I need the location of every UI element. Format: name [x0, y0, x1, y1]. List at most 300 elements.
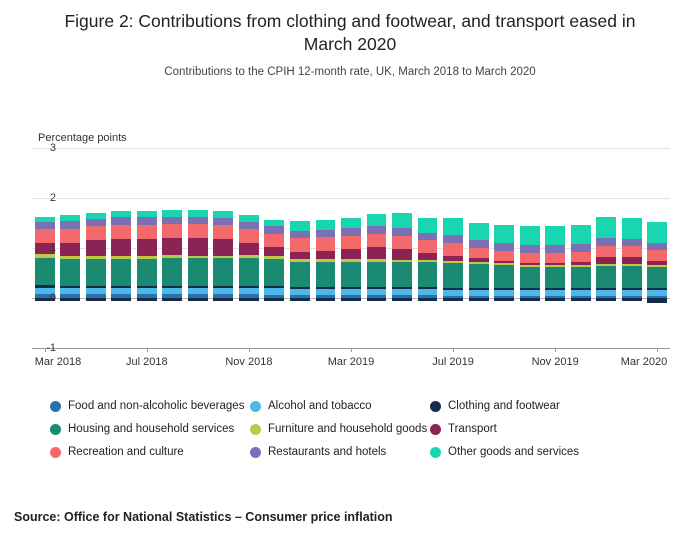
bar-segment: [316, 220, 336, 230]
bar-segment: [35, 217, 55, 222]
legend-swatch-icon: [250, 401, 261, 412]
bar-segment: [647, 222, 667, 243]
bar-segment: [367, 234, 387, 248]
bar-segment-negative: [571, 298, 591, 301]
table-row[interactable]: [622, 148, 642, 348]
bar-segment: [60, 259, 80, 287]
bar-segment: [35, 222, 55, 230]
bar-segment-negative: [60, 298, 80, 301]
bar-segment: [520, 245, 540, 253]
bar-segment: [571, 225, 591, 244]
legend-swatch-icon: [50, 447, 61, 458]
bar-segment: [443, 263, 463, 288]
bar-segment: [392, 262, 412, 287]
bar-segment: [545, 263, 565, 265]
bar-segment: [316, 262, 336, 287]
bar-segment: [545, 265, 565, 267]
bar-segment: [494, 288, 514, 290]
bar-segment-negative: [162, 298, 182, 301]
x-tick-mark: [351, 348, 352, 352]
bar-segment: [316, 251, 336, 260]
bar-segment: [571, 290, 591, 296]
bar-segment: [545, 267, 565, 288]
bar-segment: [341, 262, 361, 287]
bar-segment-negative: [264, 298, 284, 301]
bar-segment: [316, 287, 336, 289]
bar-segment: [367, 289, 387, 295]
bar-segment: [443, 256, 463, 261]
bar-segment: [239, 229, 259, 243]
bar-segment: [188, 258, 208, 286]
bar-segment: [162, 210, 182, 217]
y-tick-label: 1: [49, 242, 56, 254]
bar-segment: [443, 235, 463, 243]
bar-segment: [188, 217, 208, 225]
bar-segment: [60, 286, 80, 288]
bar-segment: [60, 243, 80, 256]
legend-item[interactable]: [250, 400, 430, 412]
bar-segment: [418, 262, 438, 287]
bar-segment: [162, 258, 182, 286]
x-tick-mark: [249, 348, 250, 352]
bar-segment: [239, 243, 259, 256]
x-tick-label: Nov 2018: [225, 356, 273, 368]
bar-segment: [162, 288, 182, 295]
bar-segment: [596, 257, 616, 264]
legend-swatch-icon: [250, 424, 261, 435]
bar-segment-negative: [188, 298, 208, 301]
bar-segment: [647, 261, 667, 265]
table-row[interactable]: [111, 148, 131, 348]
y-tick-label: 3: [49, 142, 56, 154]
legend-label: Recreation and culture: [68, 446, 184, 458]
table-row[interactable]: [520, 148, 540, 348]
bar-segment: [469, 264, 489, 288]
legend-swatch-icon: [430, 401, 441, 412]
bar-segment: [596, 264, 616, 266]
bar-segment: [469, 288, 489, 290]
bar-segment-negative: [367, 298, 387, 301]
bar-segment: [418, 287, 438, 289]
bar-segment: [494, 265, 514, 288]
bar-segment: [392, 213, 412, 228]
bar-segment-negative: [469, 298, 489, 301]
bar-segment: [367, 214, 387, 227]
bar-segment: [392, 289, 412, 295]
bar-segment: [213, 258, 233, 286]
bar-segment: [545, 288, 565, 290]
table-row[interactable]: [239, 148, 259, 348]
bar-segment: [213, 256, 233, 259]
bar-segment: [290, 231, 310, 239]
bar-segment: [137, 256, 157, 259]
bar-segment: [469, 223, 489, 241]
bar-segment: [290, 262, 310, 287]
bar-segment-negative: [596, 298, 616, 301]
table-row[interactable]: [290, 148, 310, 348]
bar-segment: [341, 236, 361, 250]
bar-segment: [622, 257, 642, 264]
bar-segment: [213, 239, 233, 256]
bar-segment-negative: [622, 298, 642, 301]
bar-segment: [86, 286, 106, 288]
x-tick-mark: [147, 348, 148, 352]
table-row[interactable]: [571, 148, 591, 348]
bar-segment: [418, 253, 438, 260]
bar-segment: [418, 240, 438, 253]
bar-segment: [137, 225, 157, 239]
bar-segment: [341, 287, 361, 289]
legend-label: Other goods and services: [448, 446, 580, 458]
table-row[interactable]: [137, 148, 157, 348]
bar-segment: [418, 233, 438, 241]
bar-segment: [341, 249, 361, 259]
bar-segment: [469, 248, 489, 258]
legend-swatch-icon: [50, 424, 61, 435]
bar-segment: [418, 289, 438, 295]
bar-segment: [137, 288, 157, 294]
bar-segment: [239, 222, 259, 230]
bar-segment: [213, 211, 233, 218]
bar-segment: [137, 259, 157, 287]
bar-segment: [367, 287, 387, 289]
bar-segment: [162, 255, 182, 258]
bar-segment: [596, 266, 616, 289]
bar-segment: [571, 288, 591, 290]
bar-segment: [622, 239, 642, 247]
bar-segment: [596, 290, 616, 296]
bar-segment: [137, 286, 157, 288]
bar-segment: [60, 215, 80, 221]
bar-segment: [188, 288, 208, 294]
bar-segment: [392, 249, 412, 260]
bar-segment: [367, 262, 387, 287]
bar-segment-negative: [137, 298, 157, 301]
x-tick-label: Jul 2018: [126, 356, 168, 368]
x-tick-mark: [453, 348, 454, 352]
bar-segment: [571, 265, 591, 267]
bar-segment: [86, 259, 106, 287]
bar-segment: [545, 290, 565, 296]
bar-segment: [213, 286, 233, 288]
bar-segment: [239, 255, 259, 258]
bar-segment: [239, 215, 259, 222]
bar-segment: [647, 250, 667, 261]
legend-item[interactable]: [50, 400, 250, 412]
bar-segment: [60, 288, 80, 294]
bar-segment: [264, 259, 284, 287]
bar-segment: [647, 288, 667, 290]
bar-segment: [188, 286, 208, 288]
bar-segment: [520, 263, 540, 265]
x-tick-mark: [45, 348, 46, 352]
bar-segment: [367, 226, 387, 234]
bar-segment-negative: [647, 298, 667, 303]
table-row[interactable]: [443, 148, 463, 348]
y-tick-label: 0: [49, 292, 56, 304]
legend-label: Transport: [448, 423, 497, 435]
bar-segment: [341, 289, 361, 295]
bar-segment: [264, 226, 284, 234]
bar-segment: [469, 240, 489, 248]
legend-swatch-icon: [50, 401, 61, 412]
table-row[interactable]: [367, 148, 387, 348]
bar-segment: [86, 213, 106, 219]
bar-segment: [469, 262, 489, 264]
table-row[interactable]: [469, 148, 489, 348]
bar-segment: [316, 230, 336, 238]
bar-segment: [35, 229, 55, 243]
bar-segment: [520, 290, 540, 296]
bar-segment: [596, 238, 616, 246]
bar-segment-negative: [494, 298, 514, 301]
bar-segment: [520, 265, 540, 267]
bar-segment: [341, 218, 361, 228]
source-note: Source: Office for National Statistics – Consumer price inflation: [14, 510, 393, 524]
bar-segment: [35, 258, 55, 286]
bar-segment: [443, 218, 463, 236]
bar-segment: [264, 288, 284, 295]
bar-segment-negative: [443, 298, 463, 301]
bar-segment: [111, 256, 131, 259]
bar-segment: [316, 259, 336, 262]
bar-segment: [239, 288, 259, 295]
bar-segment-negative: [239, 298, 259, 301]
x-tick-label: Mar 2019: [327, 356, 375, 368]
bar-segment-negative: [290, 298, 310, 301]
bar-series-group: [32, 148, 670, 348]
bar-segment: [367, 247, 387, 259]
legend-label: Alcohol and tobacco: [268, 400, 372, 412]
legend-label: Clothing and footwear: [448, 400, 560, 412]
table-row[interactable]: [545, 148, 565, 348]
legend-swatch-icon: [430, 447, 441, 458]
bar-segment: [60, 221, 80, 229]
table-row[interactable]: [494, 148, 514, 348]
bar-segment: [596, 246, 616, 257]
bar-segment: [111, 259, 131, 287]
bar-segment: [494, 225, 514, 243]
legend-label: Food and non-alcoholic beverages: [68, 400, 245, 412]
table-row[interactable]: [341, 148, 361, 348]
table-row[interactable]: [188, 148, 208, 348]
bar-segment: [520, 253, 540, 263]
table-row[interactable]: [418, 148, 438, 348]
legend-item[interactable]: [430, 446, 630, 458]
legend-swatch-icon: [430, 424, 441, 435]
bar-segment-negative: [392, 298, 412, 301]
bar-segment: [392, 260, 412, 263]
bar-segment: [86, 240, 106, 256]
bar-segment: [571, 267, 591, 288]
legend-item[interactable]: [250, 423, 430, 435]
bar-segment: [647, 290, 667, 296]
bar-segment: [545, 245, 565, 253]
bar-segment: [264, 247, 284, 256]
bar-segment: [264, 286, 284, 288]
x-tick-label: Mar 2018: [34, 356, 82, 368]
plot-area: [0, 120, 700, 380]
bar-segment: [622, 264, 642, 266]
x-tick-mark: [657, 348, 658, 352]
bar-segment: [392, 287, 412, 289]
y-axis-unit-label: Percentage points: [38, 132, 127, 144]
bar-segment: [316, 289, 336, 295]
bar-segment: [213, 288, 233, 294]
legend-label: Housing and household services: [68, 423, 235, 435]
bar-segment-negative: [111, 298, 131, 301]
table-row[interactable]: [264, 148, 284, 348]
bar-segment: [571, 252, 591, 262]
bar-segment: [290, 259, 310, 262]
x-tick-mark: [555, 348, 556, 352]
bar-segment-negative: [520, 298, 540, 301]
bar-segment: [213, 218, 233, 226]
bar-segment: [86, 226, 106, 240]
bar-segment: [596, 288, 616, 290]
legend-item[interactable]: [430, 400, 630, 412]
bar-segment: [647, 265, 667, 267]
legend-label: Restaurants and hotels: [268, 446, 387, 458]
x-tick-label: Mar 2020: [620, 356, 668, 368]
table-row[interactable]: [596, 148, 616, 348]
legend-item[interactable]: [50, 446, 250, 458]
bar-segment: [443, 288, 463, 290]
bar-segment-negative: [341, 298, 361, 301]
table-row[interactable]: [60, 148, 80, 348]
table-row[interactable]: [316, 148, 336, 348]
x-tick-label: Jul 2019: [432, 356, 474, 368]
bar-segment-negative: [418, 298, 438, 301]
bar-segment: [137, 217, 157, 225]
bar-segment: [290, 221, 310, 231]
bar-segment: [494, 263, 514, 265]
bar-segment: [290, 289, 310, 295]
chart-legend: [50, 400, 660, 469]
bar-segment: [86, 256, 106, 259]
bar-segment: [239, 286, 259, 288]
bar-segment: [213, 225, 233, 239]
table-row[interactable]: [162, 148, 182, 348]
y-tick-label: 2: [49, 192, 56, 204]
bar-segment: [111, 211, 131, 217]
bar-segment: [290, 238, 310, 252]
bar-segment: [239, 258, 259, 286]
bar-segment: [494, 251, 514, 261]
bar-segment: [264, 256, 284, 259]
bar-segment: [520, 288, 540, 290]
bar-segment: [264, 220, 284, 227]
bar-segment: [137, 239, 157, 257]
legend-row: [50, 446, 660, 458]
bar-segment: [367, 259, 387, 262]
bar-segment: [35, 254, 55, 258]
bar-segment: [596, 217, 616, 238]
bar-segment: [647, 267, 667, 288]
bar-segment: [264, 234, 284, 248]
bar-segment-negative: [545, 298, 565, 301]
bar-segment: [469, 258, 489, 262]
chart-plot: [32, 148, 670, 348]
bar-segment: [622, 266, 642, 289]
bar-segment: [494, 261, 514, 264]
bar-segment: [520, 267, 540, 288]
bar-segment: [35, 285, 55, 288]
bar-segment: [86, 288, 106, 294]
bar-segment: [494, 290, 514, 296]
bar-segment: [443, 261, 463, 263]
bar-segment: [60, 229, 80, 243]
bar-segment: [188, 256, 208, 259]
legend-label: Furniture and household goods: [268, 423, 428, 435]
bar-segment: [162, 286, 182, 288]
bar-segment: [392, 228, 412, 236]
bar-segment: [571, 244, 591, 252]
bar-segment: [545, 253, 565, 263]
bar-segment: [443, 243, 463, 256]
bar-segment: [111, 217, 131, 225]
bar-segment: [443, 290, 463, 296]
bar-segment: [622, 218, 642, 239]
bar-segment: [418, 260, 438, 263]
bar-segment: [418, 218, 438, 233]
bar-segment: [290, 287, 310, 289]
bar-segment: [111, 286, 131, 288]
legend-item[interactable]: [430, 423, 630, 435]
table-row[interactable]: [392, 148, 412, 348]
page-title: Figure 2: Contributions from clothing and footwear, and transport eased in March 2020: [64, 11, 636, 55]
table-row[interactable]: [213, 148, 233, 348]
bar-segment: [494, 243, 514, 251]
bar-segment: [622, 288, 642, 290]
bar-segment: [545, 226, 565, 245]
bar-segment: [111, 225, 131, 239]
bar-segment: [341, 259, 361, 262]
bar-segment: [111, 288, 131, 294]
bar-segment: [316, 237, 336, 251]
table-row[interactable]: [647, 148, 667, 348]
bar-segment: [188, 238, 208, 256]
chart-subtitle: Contributions to the CPIH 12-month rate, UK, March 2018 to March 2020: [164, 66, 536, 79]
bar-segment: [341, 228, 361, 236]
legend-swatch-icon: [250, 447, 261, 458]
bar-segment: [111, 239, 131, 257]
bar-segment: [86, 219, 106, 227]
bar-segment-negative: [86, 298, 106, 301]
bar-segment-negative: [316, 298, 336, 301]
bar-segment: [622, 246, 642, 257]
legend-item[interactable]: [50, 423, 250, 435]
bar-segment: [520, 226, 540, 245]
bar-segment-negative: [213, 298, 233, 301]
table-row[interactable]: [86, 148, 106, 348]
y-tick-label: -1: [46, 342, 56, 354]
bar-segment: [188, 224, 208, 238]
bar-segment: [137, 211, 157, 218]
bar-segment: [162, 224, 182, 238]
bar-segment: [392, 236, 412, 249]
bar-segment: [647, 243, 667, 251]
x-tick-label: Nov 2019: [531, 356, 579, 368]
x-axis-ticks: [32, 352, 670, 372]
legend-item[interactable]: [250, 446, 430, 458]
bar-segment: [60, 256, 80, 259]
bar-segment: [622, 290, 642, 296]
legend-row: [50, 400, 660, 412]
bar-segment: [162, 217, 182, 225]
bar-segment: [469, 290, 489, 296]
bar-segment: [571, 262, 591, 265]
